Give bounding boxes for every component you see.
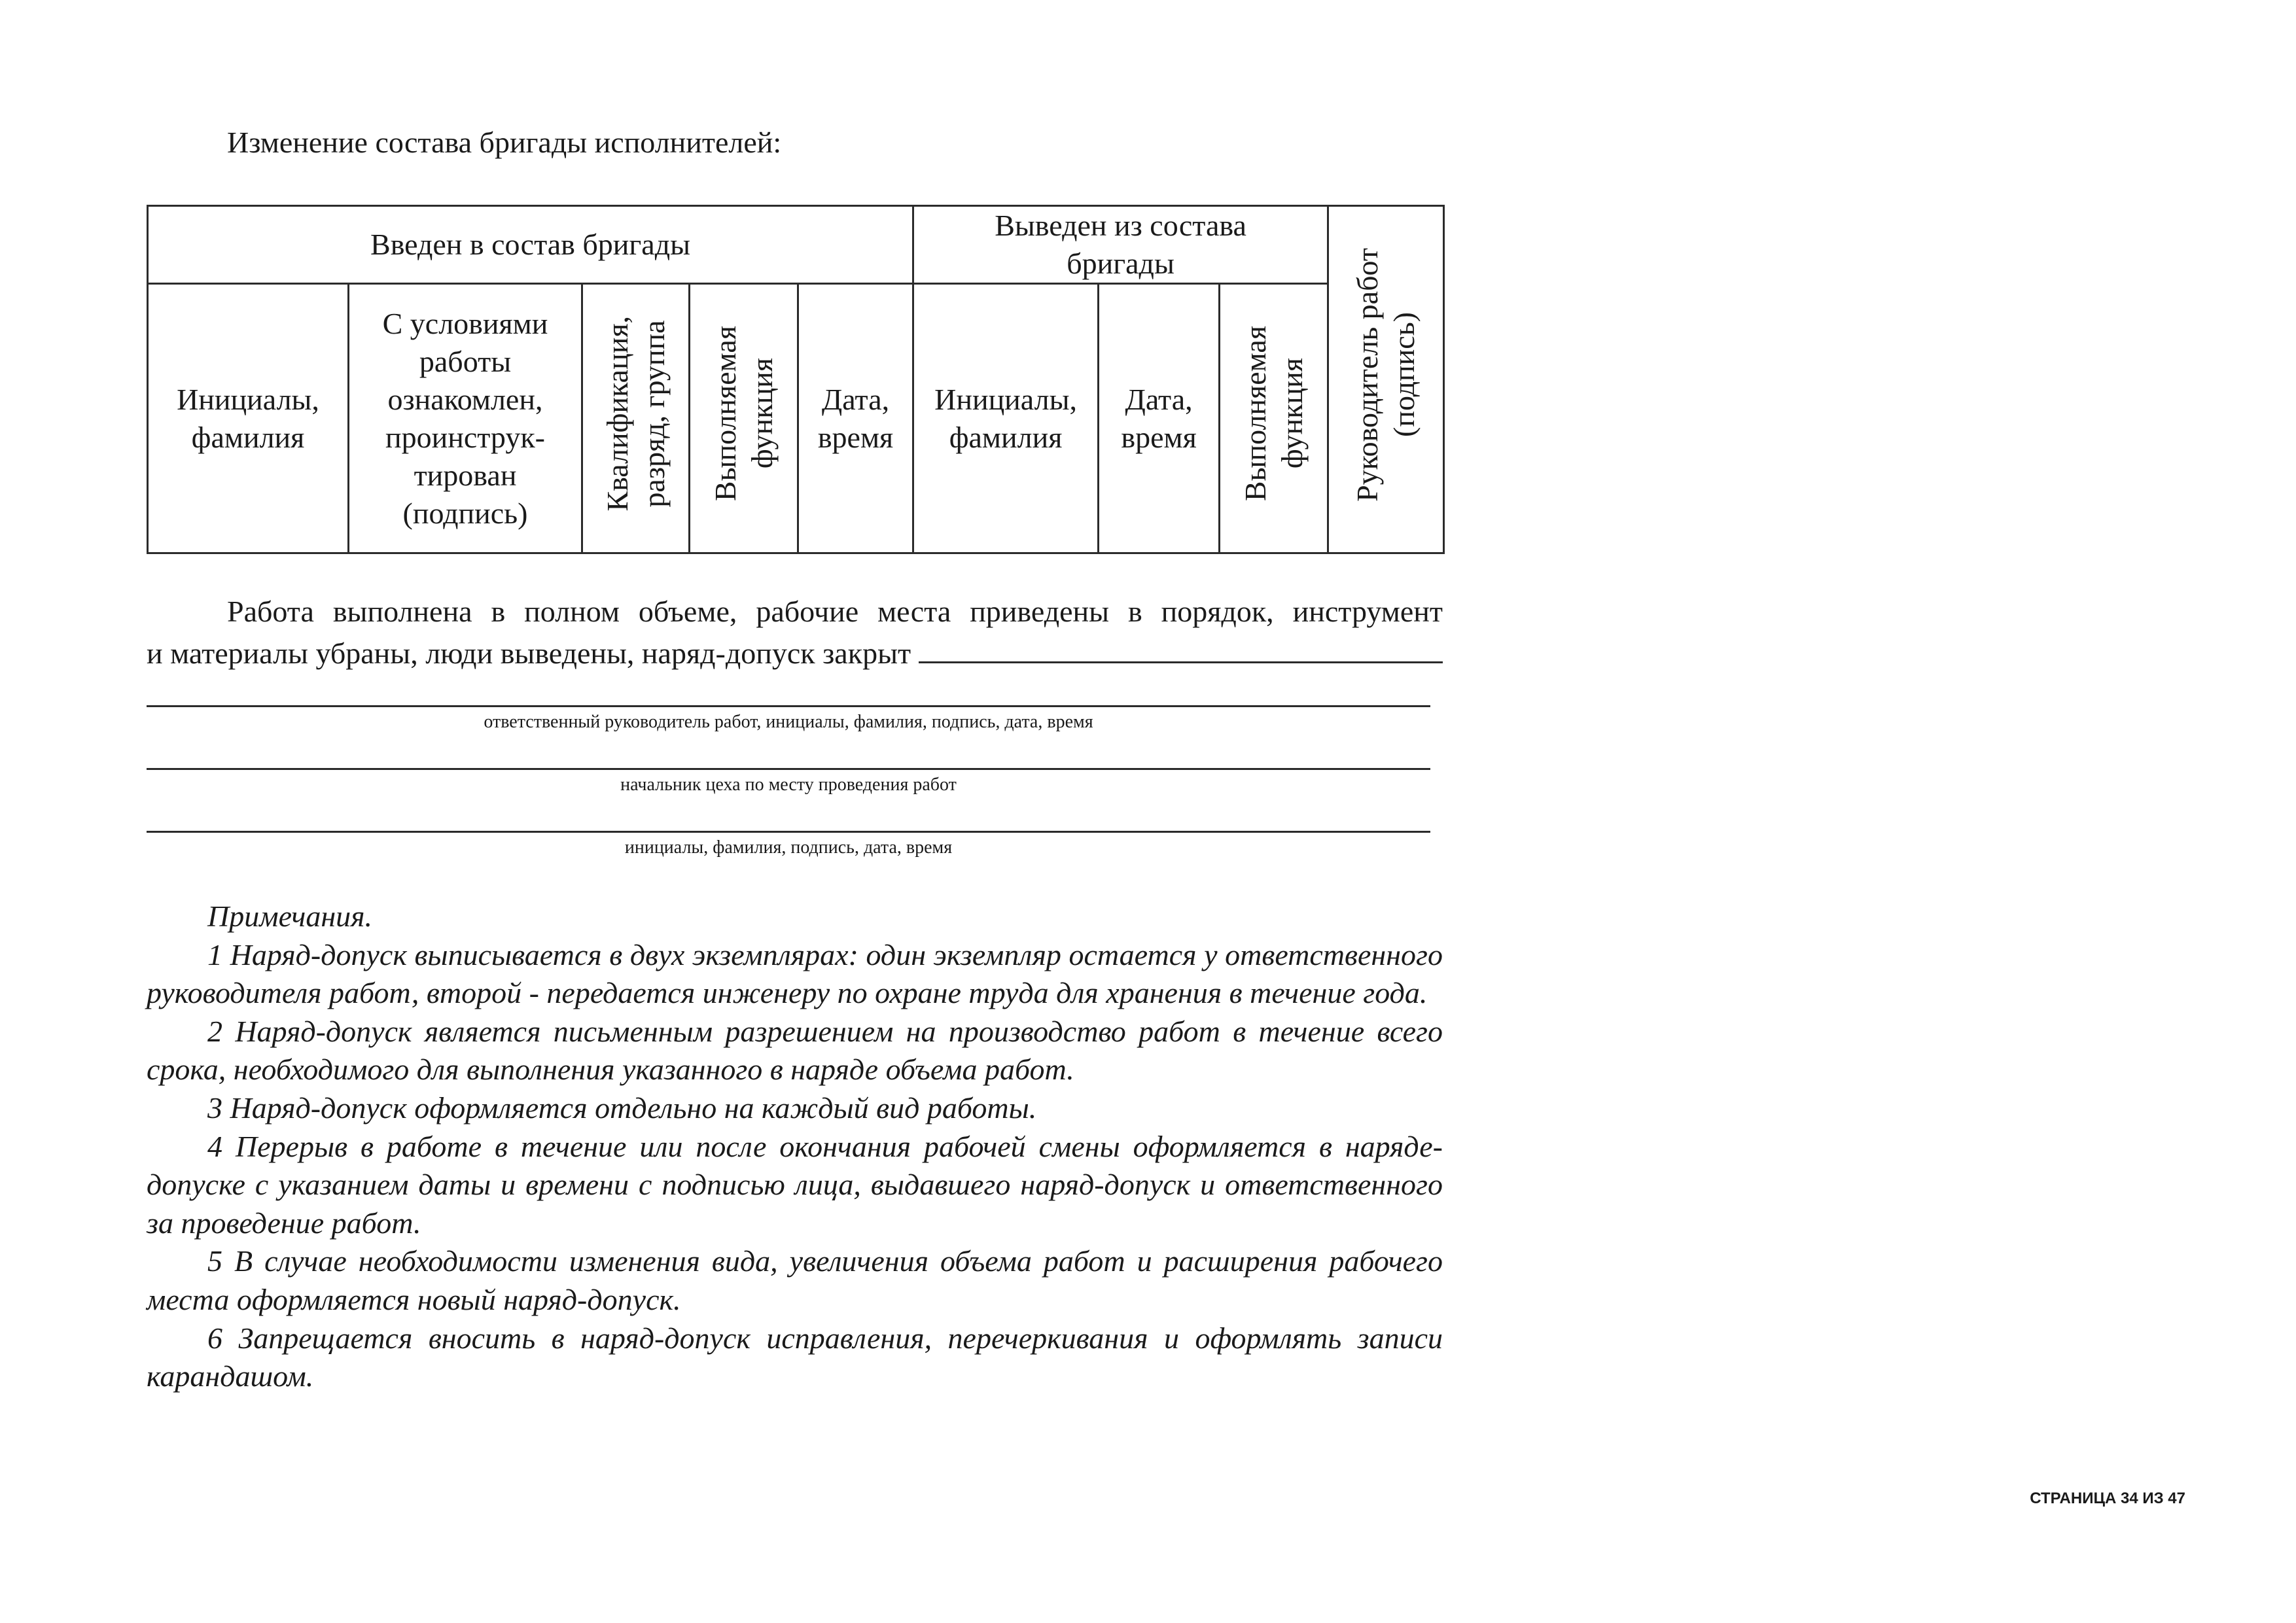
col-in-qualification: Квалификация, разряд, группа [582,284,690,553]
note-item-2: 2 Наряд-допуск является письменным разрешением на производство работ в течение всего срока, необходимого для выполнения указанного в наряде объема работ. [147,1014,1443,1087]
closing-signature-blank[interactable] [919,631,1443,663]
signature-line-shop-chief[interactable] [147,768,1430,770]
caption-shop-chief: начальник цеха по месту проведения работ [620,775,957,795]
col-out-initials: Инициалы, фамилия [913,284,1099,553]
col-in-initials: Инициалы, фамилия [148,284,349,553]
note-item-3: 3 Наряд-допуск оформляется отдельно на каждый вид работы. [207,1091,1037,1125]
col-in-instructed: С условиями работы ознакомлен, проинструк- тирован (подпись) [349,284,582,553]
completion-line-2: и материалы убраны, люди выведены, наряд-допуск закрыт [147,631,1443,673]
caption-details: инициалы, фамилия, подпись, дата, время [624,837,953,858]
col-out-datetime: Дата, время [1099,284,1220,553]
col-in-function: Выполняемая функция [690,284,798,553]
crew-change-table [147,205,1445,554]
page-number: СТРАНИЦА 34 ИЗ 47 [2030,1490,2185,1507]
note-item-1: 1 Наряд-допуск выписывается в двух экземплярах: один экземпляр остается у ответственного руководителя работ, второй - передается инженеру по охране труда для хранения в течение года. [147,937,1443,1010]
caption-supervisor: ответственный руководитель работ, инициалы, фамилия, подпись, дата, время [484,712,1093,732]
notes-section [147,898,1443,1396]
completion-line-1: Работа выполнена в полном объеме, рабочие места приведены в порядок, инструмент [227,595,1443,628]
work-completion-statement [147,592,1443,673]
note-item-4: 4 Перерыв в работе в течение или после окончания рабочей смены оформляется в наряде-допуске с указанием даты и времени с подписью лица, выдавшего наряд-допуск и ответственного за проведение работ. [147,1129,1443,1240]
signature-line-supervisor[interactable] [147,705,1430,707]
header-added-to-crew: Введен в состав бригады [148,206,913,284]
note-item-6: 6 Запрещается вносить в наряд-допуск исправления, перечеркивания и оформлять записи карандашом. [147,1321,1443,1393]
notes-title: Примечания. [207,899,373,933]
note-item-5: 5 В случае необходимости изменения вида, увеличения объема работ и расширения рабочего места оформляется новый наряд-допуск. [147,1244,1443,1316]
col-out-function: Выполняемая функция [1220,284,1328,553]
header-supervisor-signature: Руководитель работ (подпись) [1328,206,1444,553]
signature-line-details[interactable] [147,831,1430,833]
header-removed-from-crew: Выведен из состава бригады [913,206,1328,284]
col-in-datetime: Дата, время [798,284,913,553]
section-heading: Изменение состава бригады исполнителей: [227,126,782,159]
